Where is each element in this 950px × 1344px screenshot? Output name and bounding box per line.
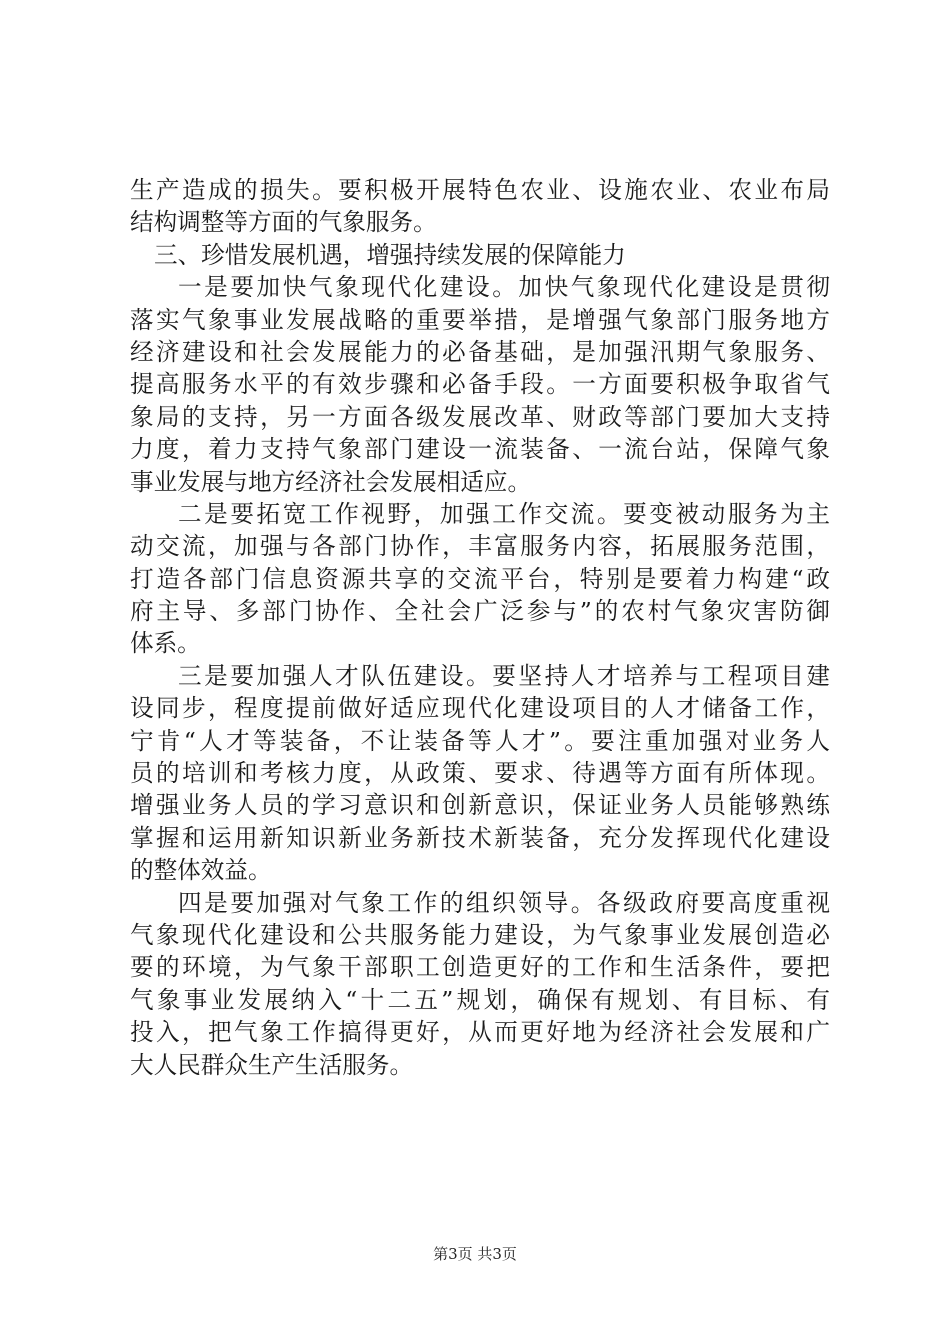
text-line: 设同步，程度提前做好适应现代化建设项目的人才储备工作， [130,694,830,723]
text-line: 体系。 [130,629,201,658]
text-line: 结构调整等方面的气象服务。 [130,208,437,237]
text-line: 三是要加强人才队伍建设。要坚持人才培养与工程项目建 [178,661,830,690]
text-line: 增强业务人员的学习意识和创新意识，保证业务人员能够熟练 [130,791,830,820]
text-line: 掌握和运用新知识新业务新技术新装备，充分发挥现代化建设 [130,823,830,852]
text-line: 生产造成的损失。要积极开展特色农业、设施农业、农业布局 [130,176,830,204]
text-line: 要的环境，为气象干部职工创造更好的工作和生活条件，要把 [130,953,830,982]
text-line: 二是要拓宽工作视野，加强工作交流。要变被动服务为主 [178,499,830,528]
section-heading: 三、珍惜发展机遇，增强持续发展的保障能力 [154,240,626,269]
text-line: 宁肯“人才等装备，不让装备等人才”。要注重加强对业务人 [130,726,830,755]
text-line: 力度，着力支持气象部门建设一流装备、一流台站，保障气象 [130,435,830,464]
text-line: 四是要加强对气象工作的组织领导。各级政府要高度重视 [178,888,830,917]
text-line: 投入，把气象工作搞得更好，从而更好地为经济社会发展和广 [130,1018,830,1047]
text-line: 经济建设和社会发展能力的必备基础，是加强汛期气象服务、 [130,337,830,366]
text-line: 动交流，加强与各部门协作，丰富服务内容，拓展服务范围， [130,532,830,561]
text-line: 气象现代化建设和公共服务能力建设，为气象事业发展创造必 [130,920,830,949]
document-body [130,174,830,1081]
text-line: 象局的支持，另一方面各级发展改革、财政等部门要加大支持 [130,402,830,431]
text-line: 提高服务水平的有效步骤和必备手段。一方面要积极争取省气 [130,370,830,399]
text-line: 府主导、多部门协作、全社会广泛参与”的农村气象灾害防御 [130,597,830,626]
text-line: 打造各部门信息资源共享的交流平台，特别是要着力构建“政 [130,564,830,593]
text-line: 大人民群众生产生活服务。 [130,1050,414,1079]
text-line: 一是要加快气象现代化建设。加快气象现代化建设是贯彻 [178,273,830,302]
text-line: 气象事业发展纳入“十二五”规划，确保有规划、有目标、有 [130,985,830,1014]
text-line: 员的培训和考核力度，从政策、要求、待遇等方面有所体现。 [130,759,830,788]
text-line: 落实气象事业发展战略的重要举措，是增强气象部门服务地方 [130,305,830,334]
text-line: 事业发展与地方经济社会发展相适应。 [130,467,532,496]
page-number: 第3页 共3页 [433,1245,517,1263]
page-footer [0,1243,950,1264]
text-line: 的整体效益。 [130,856,272,885]
